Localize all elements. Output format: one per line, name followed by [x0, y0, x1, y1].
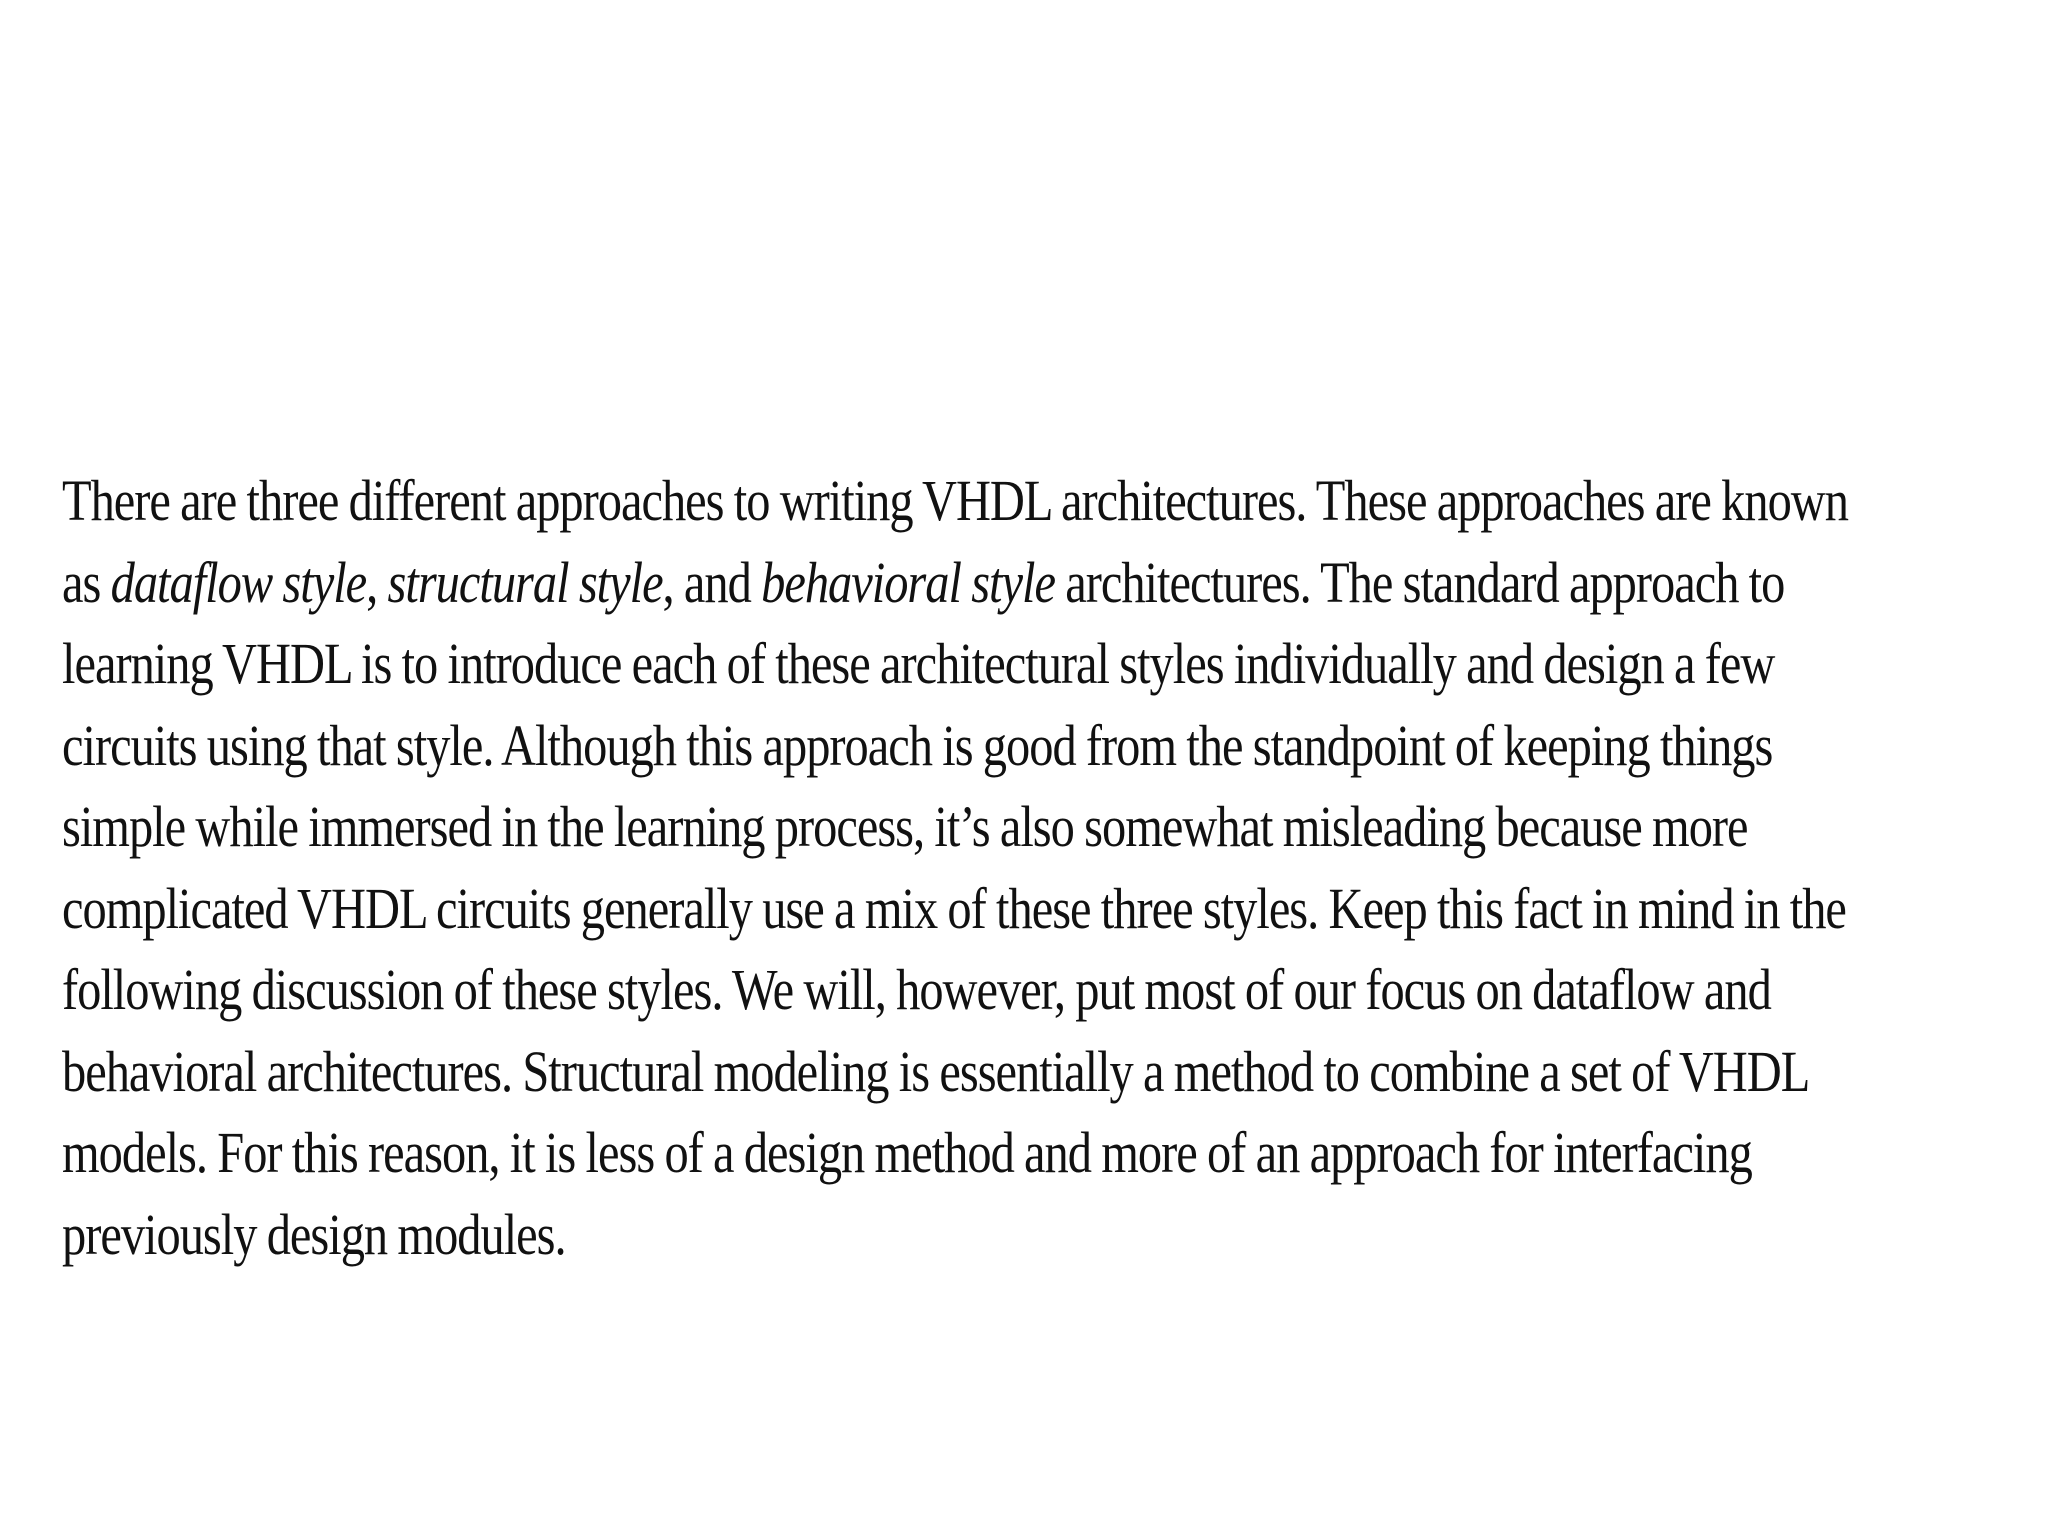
- line-2-separator-2: , and: [662, 549, 762, 615]
- paragraph-line-4: circuits using that style. Although this approach is good from the standpoint of keeping things: [62, 712, 1773, 778]
- body-paragraph: [62, 460, 1848, 1275]
- line-2-separator-1: ,: [366, 549, 388, 615]
- paragraph-line-10: previously design modules.: [62, 1201, 566, 1267]
- line-2-suffix: architectures. The standard approach to: [1054, 549, 1785, 615]
- line-2-prefix: as: [62, 549, 111, 615]
- paragraph-line-7: following discussion of these styles. We will, however, put most of our focus on dataflow and: [62, 957, 1771, 1022]
- italic-term-dataflow-style: dataflow style: [110, 549, 367, 615]
- paragraph-line-8: behavioral architectures. Structural modeling is essentially a method to combine a set of VHDL: [62, 1038, 1810, 1104]
- italic-term-structural-style: structural style: [387, 549, 663, 615]
- paragraph-line-9: models. For this reason, it is less of a design method and more of an approach for interfacing: [62, 1120, 1752, 1185]
- paragraph-line-2: [62, 542, 1785, 624]
- paragraph-line-6: complicated VHDL circuits generally use a mix of these three styles. Keep this fact in mind in the: [62, 875, 1846, 941]
- paragraph-line-3: learning VHDL is to introduce each of these architectural styles individually and design a few: [62, 631, 1775, 696]
- italic-term-behavioral-style: behavioral style: [761, 549, 1055, 615]
- paragraph-line-5: simple while immersed in the learning process, it’s also somewhat misleading because more: [62, 794, 1748, 859]
- paragraph-line-1: There are three different approaches to writing VHDL architectures. These approaches are known: [62, 468, 1848, 533]
